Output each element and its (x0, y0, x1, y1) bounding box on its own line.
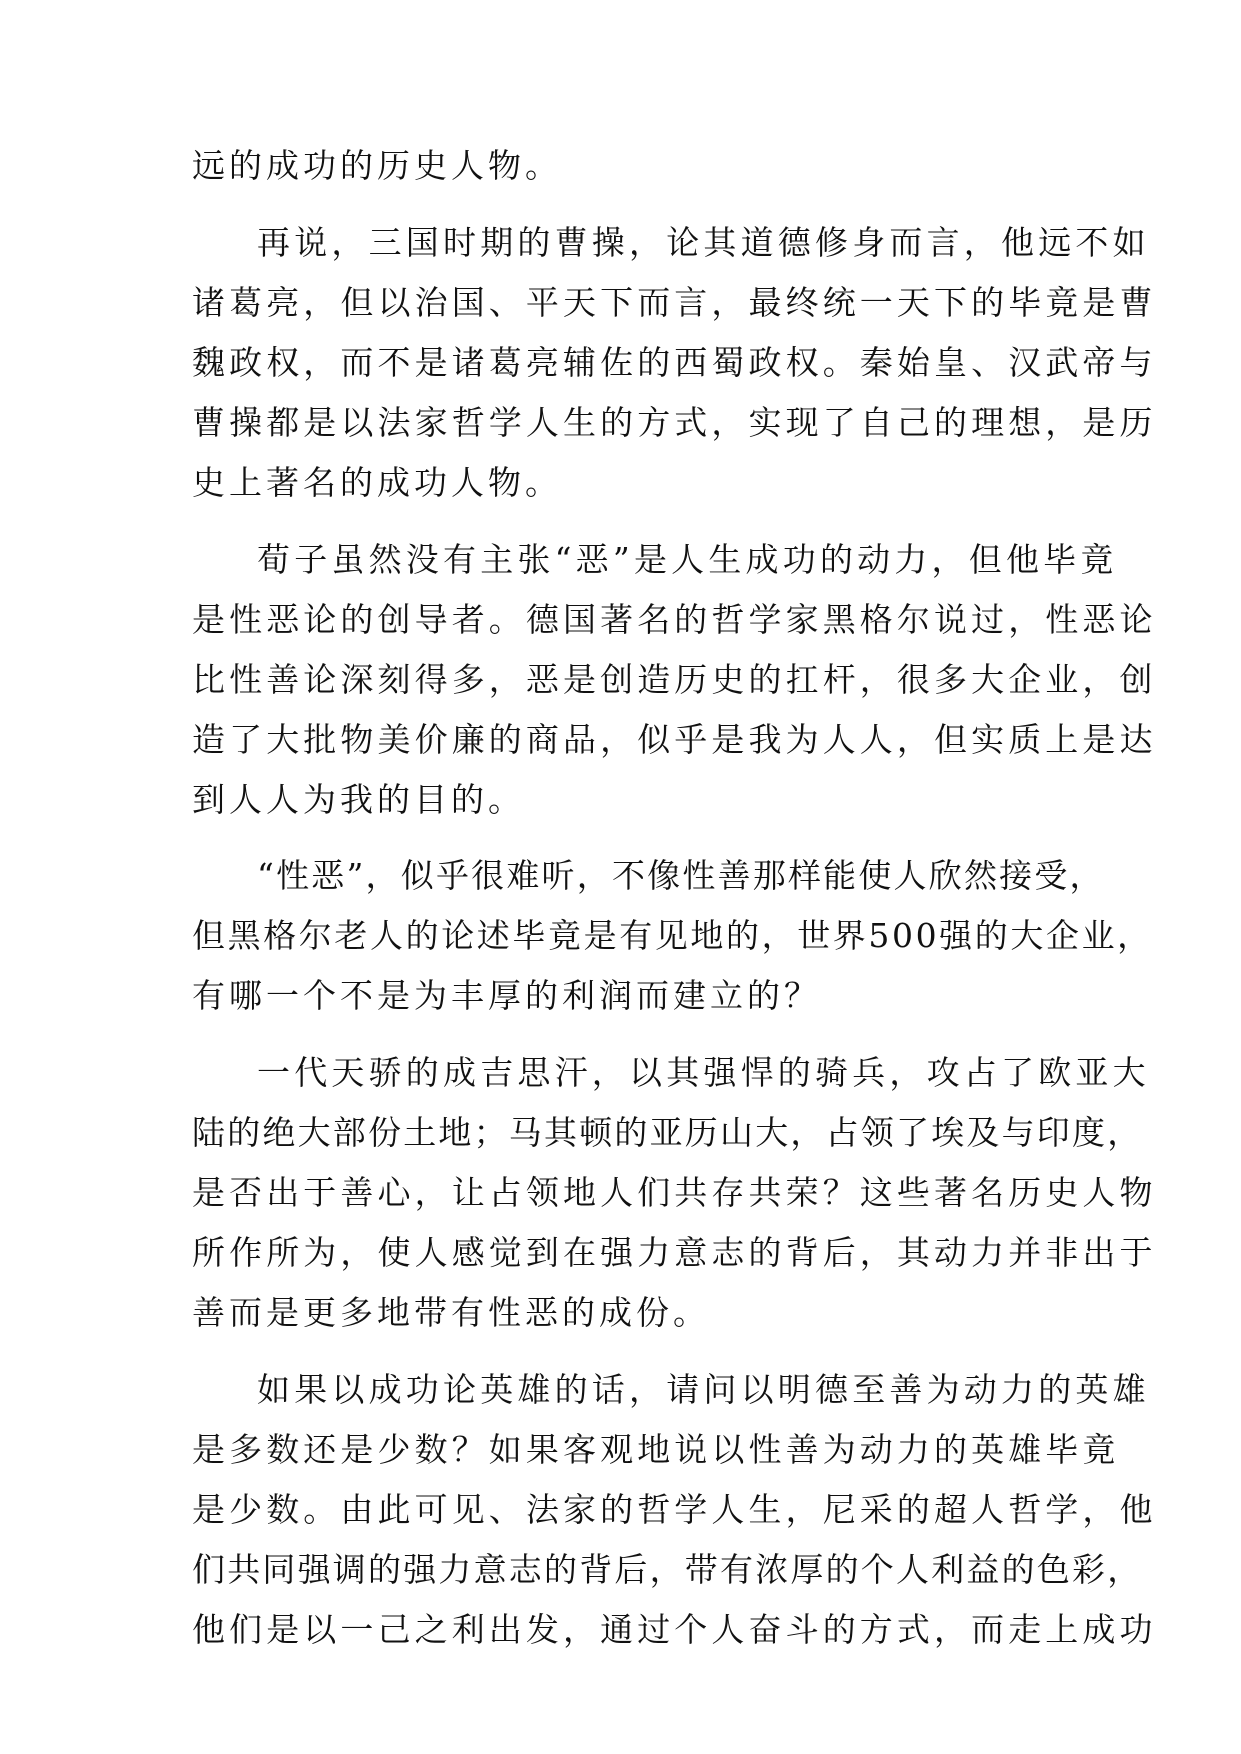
text-line-1: 远的成功的历史人物。 (192, 146, 562, 185)
text-line-9: 比性善论深刻得多，恶是创造历史的扛杆，很多大企业，创 (192, 660, 1157, 699)
text-line-2: 再说，三国时期的曹操，论其道德修身而言，他远不如 (257, 223, 1150, 262)
text-line-23: 们共同强调的强力意志的背后，带有浓厚的个人利益的色彩， (192, 1550, 1143, 1589)
text-line-19: 善而是更多地带有性恶的成份。 (192, 1293, 710, 1332)
text-line-17: 是否出于善心，让占领地人们共存共荣？这些著名历史人物 (192, 1173, 1157, 1212)
text-line-13: 但黑格尔老人的论述毕竟是有见地的，世界500强的大企业， (192, 916, 1153, 955)
text-line-12: “性恶”，似乎很难听，不像性善那样能使人欣然接受， (257, 856, 1105, 895)
text-line-18: 所作所为，使人感觉到在强力意志的背后，其动力并非出于 (192, 1233, 1157, 1272)
text-line-22: 是少数。由此可见、法家的哲学人生，尼采的超人哲学，他 (192, 1490, 1157, 1529)
text-line-15: 一代天骄的成吉思汗，以其强悍的骑兵，攻占了欧亚大 (257, 1053, 1150, 1092)
text-line-10: 造了大批物美价廉的商品，似乎是我为人人，但实质上是达 (192, 720, 1157, 759)
text-line-14: 有哪一个不是为丰厚的利润而建立的？ (192, 976, 821, 1015)
text-line-3: 诸葛亮，但以治国、平天下而言，最终统一天下的毕竟是曹 (192, 283, 1157, 322)
text-line-8: 是性恶论的创导者。德国著名的哲学家黑格尔说过，性恶论 (192, 600, 1157, 639)
text-line-11: 到人人为我的目的。 (192, 780, 525, 819)
text-line-21: 是多数还是少数？如果客观地说以性善为动力的英雄毕竟 (192, 1430, 1120, 1469)
text-line-5: 曹操都是以法家哲学人生的方式，实现了自己的理想，是历 (192, 403, 1157, 442)
text-line-4: 魏政权，而不是诸葛亮辅佐的西蜀政权。秦始皇、汉武帝与 (192, 343, 1157, 382)
text-line-24: 他们是以一己之利出发，通过个人奋斗的方式，而走上成功 (192, 1610, 1157, 1649)
text-line-7: 荀子虽然没有主张“恶”是人生成功的动力，但他毕竟 (257, 540, 1118, 579)
text-line-6: 史上著名的成功人物。 (192, 463, 562, 502)
text-line-16: 陆的绝大部份土地；马其顿的亚历山大，占领了埃及与印度， (192, 1113, 1143, 1152)
text-line-20: 如果以成功论英雄的话，请问以明德至善为动力的英雄 (257, 1370, 1150, 1409)
